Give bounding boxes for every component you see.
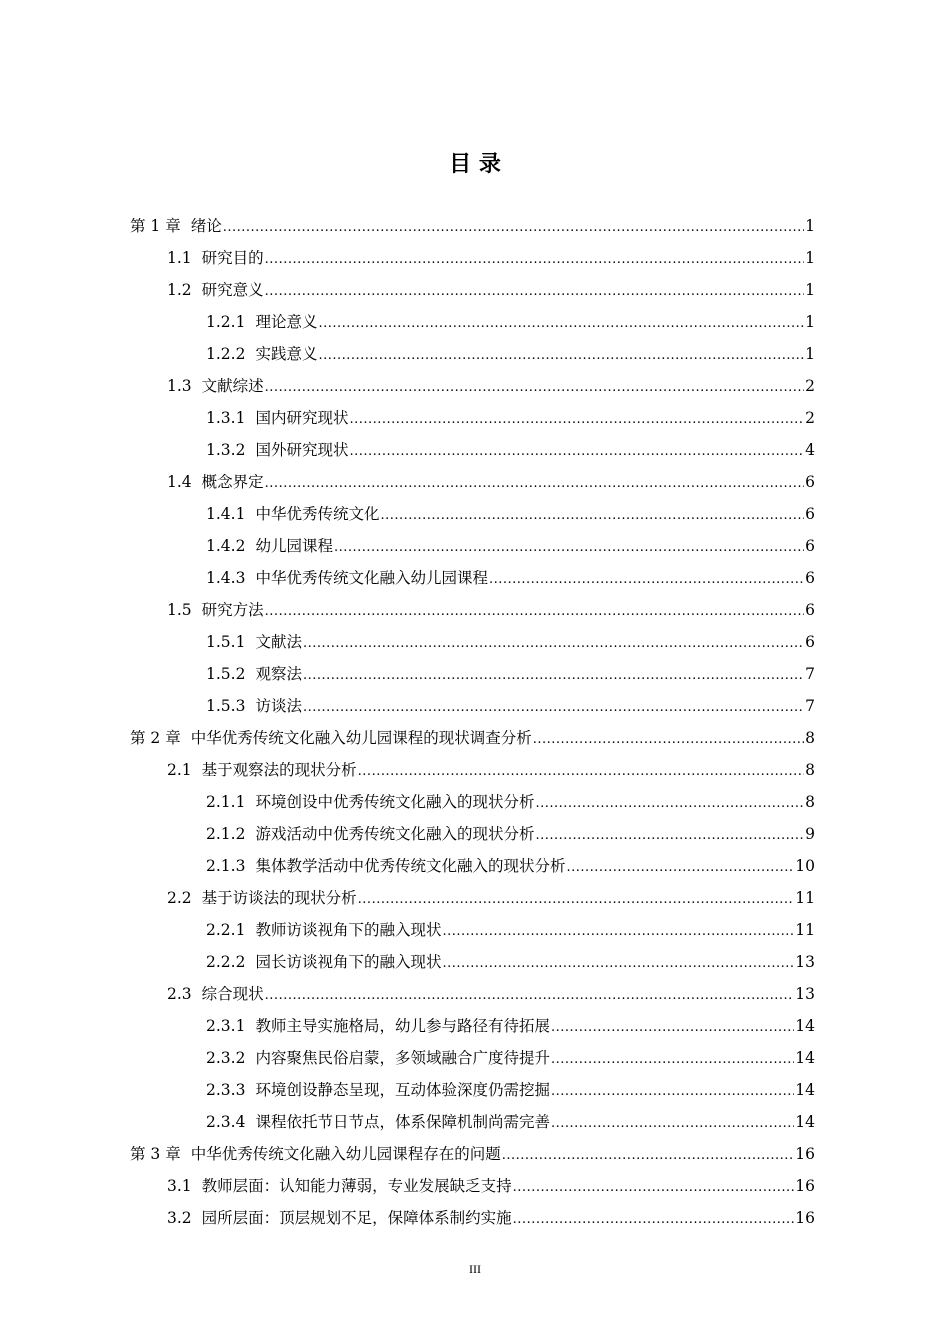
toc-entry-title: 教师主导实施格局，幼儿参与路径有待拓展 <box>255 1017 550 1035</box>
toc-entry-number: 2.2.2 <box>206 953 246 971</box>
dot-leader <box>551 1108 794 1140</box>
toc-entry[interactable] <box>130 946 815 978</box>
dot-leader <box>334 532 804 564</box>
dot-leader <box>303 628 804 660</box>
toc-entry-page: 1 <box>805 313 815 331</box>
toc-entry-title: 文献法 <box>255 633 302 651</box>
toc-entry[interactable] <box>130 562 815 594</box>
dot-leader <box>489 564 804 596</box>
dot-leader <box>265 468 804 500</box>
toc-entry-page: 6 <box>805 537 815 555</box>
toc-entry-title: 园长访谈视角下的融入现状 <box>255 953 442 971</box>
toc-entry[interactable] <box>130 882 815 914</box>
dot-leader <box>265 980 795 1012</box>
dot-leader <box>358 884 795 916</box>
toc-entry-page: 2 <box>805 377 815 395</box>
toc-entry[interactable] <box>130 914 815 946</box>
toc-entry[interactable] <box>130 466 815 498</box>
toc-entry[interactable] <box>130 722 815 754</box>
dot-leader <box>349 436 804 468</box>
toc-entry-page: 13 <box>795 953 815 971</box>
toc-entry-number: 1.1 <box>167 249 192 267</box>
toc-entry-page: 6 <box>805 505 815 523</box>
toc-entry[interactable] <box>130 274 815 306</box>
toc-entry-number: 3.2 <box>167 1209 192 1227</box>
toc-entry-page: 1 <box>805 281 815 299</box>
toc-entry-page: 14 <box>795 1017 815 1035</box>
toc-entry-page: 8 <box>805 729 815 747</box>
toc-entry-page: 2 <box>805 409 815 427</box>
toc-entry-number: 1.4 <box>167 473 192 491</box>
toc-entry-number: 2.1.1 <box>206 793 246 811</box>
toc-entry-title: 国内研究现状 <box>255 409 349 427</box>
toc-entry-page: 16 <box>795 1145 815 1163</box>
toc-entry[interactable] <box>130 1042 815 1074</box>
toc-entry-title: 综合现状 <box>201 985 264 1003</box>
toc-entry-number: 1.5 <box>167 601 192 619</box>
dot-leader <box>551 1012 794 1044</box>
dot-leader <box>265 596 804 628</box>
toc-entry-page: 8 <box>805 761 815 779</box>
toc-entry-number: 1.5.2 <box>206 665 246 683</box>
toc-entry-number: 1.3 <box>167 377 192 395</box>
dot-leader <box>566 852 794 884</box>
toc-entry-number: 2.3.3 <box>206 1081 246 1099</box>
dot-leader <box>318 308 804 340</box>
toc-entry-number: 1.3.2 <box>206 441 246 459</box>
toc-entry[interactable] <box>130 306 815 338</box>
dot-leader <box>513 1172 795 1204</box>
dot-leader <box>533 724 804 756</box>
toc-entry-title: 中华优秀传统文化融入幼儿园课程存在的问题 <box>190 1145 501 1163</box>
toc-entry-page: 6 <box>805 633 815 651</box>
toc-entry-number: 第 1 章 <box>130 217 181 235</box>
dot-leader <box>502 1140 795 1172</box>
toc-entry-number: 第 3 章 <box>130 1145 181 1163</box>
toc-entry[interactable] <box>130 658 815 690</box>
toc-entry[interactable] <box>130 370 815 402</box>
dot-leader <box>535 788 804 820</box>
toc-entry[interactable] <box>130 594 815 626</box>
toc-entry[interactable] <box>130 210 815 242</box>
toc-entry-number: 2.2 <box>167 889 192 907</box>
toc-entry[interactable] <box>130 1106 815 1138</box>
toc-entry-number: 1.4.1 <box>206 505 246 523</box>
toc-entry-page: 8 <box>805 793 815 811</box>
toc-entry-title: 环境创设静态呈现，互动体验深度仍需挖掘 <box>255 1081 550 1099</box>
toc-entry-title: 绪论 <box>190 217 222 235</box>
toc-entry-number: 2.2.1 <box>206 921 246 939</box>
toc-entry-page: 14 <box>795 1113 815 1131</box>
toc-entry-title: 集体教学活动中优秀传统文化融入的现状分析 <box>255 857 566 875</box>
toc-entry-title: 实践意义 <box>255 345 318 363</box>
toc-entry-title: 教师层面：认知能力薄弱，专业发展缺乏支持 <box>201 1177 512 1195</box>
toc-entry-number: 2.3.1 <box>206 1017 246 1035</box>
toc-entry[interactable] <box>130 1010 815 1042</box>
toc-entry-title: 中华优秀传统文化 <box>255 505 380 523</box>
toc-entry-title: 游戏活动中优秀传统文化融入的现状分析 <box>255 825 535 843</box>
dot-leader <box>358 756 804 788</box>
toc-entry[interactable] <box>130 1202 815 1234</box>
toc-entry[interactable] <box>130 818 815 850</box>
toc-entry-title: 环境创设中优秀传统文化融入的现状分析 <box>255 793 535 811</box>
toc-entry-number: 1.4.2 <box>206 537 246 555</box>
toc-entry-page: 1 <box>805 345 815 363</box>
toc-entry-number: 2.1.2 <box>206 825 246 843</box>
toc-entry-number: 2.3.2 <box>206 1049 246 1067</box>
dot-leader <box>318 340 804 372</box>
toc-entry-title: 园所层面：顶层规划不足，保障体系制约实施 <box>201 1209 512 1227</box>
dot-leader <box>551 1076 794 1108</box>
toc-entry-page: 14 <box>795 1081 815 1099</box>
toc-entry[interactable] <box>130 850 815 882</box>
toc-entry-page: 1 <box>805 249 815 267</box>
toc-entry[interactable] <box>130 434 815 466</box>
toc-entry-title: 中华优秀传统文化融入幼儿园课程 <box>255 569 488 587</box>
toc-entry-page: 4 <box>805 441 815 459</box>
toc-entry-page: 16 <box>795 1177 815 1195</box>
toc-entry-number: 1.2.2 <box>206 345 246 363</box>
toc-entry-number: 2.1.3 <box>206 857 246 875</box>
toc-entry[interactable] <box>130 1074 815 1106</box>
table-of-contents <box>130 210 815 1234</box>
page-number-footer: III <box>469 1262 481 1276</box>
toc-entry-number: 2.3 <box>167 985 192 1003</box>
toc-entry-title: 内容聚焦民俗启蒙，多领域融合广度待提升 <box>255 1049 550 1067</box>
toc-entry-title: 研究目的 <box>201 249 264 267</box>
toc-entry-title: 文献综述 <box>201 377 264 395</box>
dot-leader <box>265 244 804 276</box>
toc-entry-title: 幼儿园课程 <box>255 537 333 555</box>
toc-entry[interactable] <box>130 786 815 818</box>
dot-leader <box>513 1204 795 1236</box>
dot-leader <box>265 276 804 308</box>
toc-entry-title: 中华优秀传统文化融入幼儿园课程的现状调查分析 <box>190 729 532 747</box>
toc-entry-title: 基于观察法的现状分析 <box>201 761 357 779</box>
toc-entry-page: 11 <box>795 889 815 907</box>
toc-entry[interactable] <box>130 338 815 370</box>
toc-entry[interactable] <box>130 1138 815 1170</box>
toc-entry-page: 6 <box>805 601 815 619</box>
toc-entry[interactable] <box>130 754 815 786</box>
toc-entry-number: 1.4.3 <box>206 569 246 587</box>
toc-entry-title: 研究方法 <box>201 601 264 619</box>
toc-entry-number: 1.5.1 <box>206 633 246 651</box>
toc-entry[interactable] <box>130 978 815 1010</box>
dot-leader <box>442 916 794 948</box>
toc-entry-page: 6 <box>805 473 815 491</box>
toc-entry[interactable] <box>130 242 815 274</box>
toc-entry-page: 7 <box>805 697 815 715</box>
toc-entry-title: 国外研究现状 <box>255 441 349 459</box>
toc-entry[interactable] <box>130 1170 815 1202</box>
toc-entry-page: 11 <box>795 921 815 939</box>
toc-entry-page: 1 <box>805 217 815 235</box>
toc-entry-page: 16 <box>795 1209 815 1227</box>
toc-entry-number: 1.3.1 <box>206 409 246 427</box>
toc-entry-title: 研究意义 <box>201 281 264 299</box>
dot-leader <box>349 404 804 436</box>
toc-entry-page: 6 <box>805 569 815 587</box>
dot-leader <box>535 820 804 852</box>
toc-entry-title: 基于访谈法的现状分析 <box>201 889 357 907</box>
toc-entry-title: 观察法 <box>255 665 302 683</box>
toc-entry-page: 10 <box>795 857 815 875</box>
dot-leader <box>303 692 804 724</box>
dot-leader <box>551 1044 794 1076</box>
dot-leader <box>380 500 804 532</box>
toc-entry-number: 1.2.1 <box>206 313 246 331</box>
toc-entry-page: 7 <box>805 665 815 683</box>
toc-entry-title: 访谈法 <box>255 697 302 715</box>
toc-entry-page: 9 <box>805 825 815 843</box>
toc-entry[interactable] <box>130 690 815 722</box>
toc-entry-number: 第 2 章 <box>130 729 181 747</box>
toc-title: 目 录 <box>449 152 501 177</box>
toc-entry[interactable] <box>130 530 815 562</box>
toc-entry-title: 课程依托节日节点，体系保障机制尚需完善 <box>255 1113 550 1131</box>
dot-leader <box>303 660 804 692</box>
toc-entry-page: 14 <box>795 1049 815 1067</box>
dot-leader <box>223 212 804 244</box>
toc-entry-number: 1.5.3 <box>206 697 246 715</box>
dot-leader <box>442 948 794 980</box>
toc-entry[interactable] <box>130 626 815 658</box>
toc-entry-title: 教师访谈视角下的融入现状 <box>255 921 442 939</box>
toc-entry-number: 3.1 <box>167 1177 192 1195</box>
toc-entry-page: 13 <box>795 985 815 1003</box>
toc-entry-number: 2.1 <box>167 761 192 779</box>
toc-entry-title: 理论意义 <box>255 313 318 331</box>
toc-entry-title: 概念界定 <box>201 473 264 491</box>
toc-entry-number: 2.3.4 <box>206 1113 246 1131</box>
toc-entry[interactable] <box>130 498 815 530</box>
toc-entry[interactable] <box>130 402 815 434</box>
toc-entry-number: 1.2 <box>167 281 192 299</box>
dot-leader <box>265 372 804 404</box>
